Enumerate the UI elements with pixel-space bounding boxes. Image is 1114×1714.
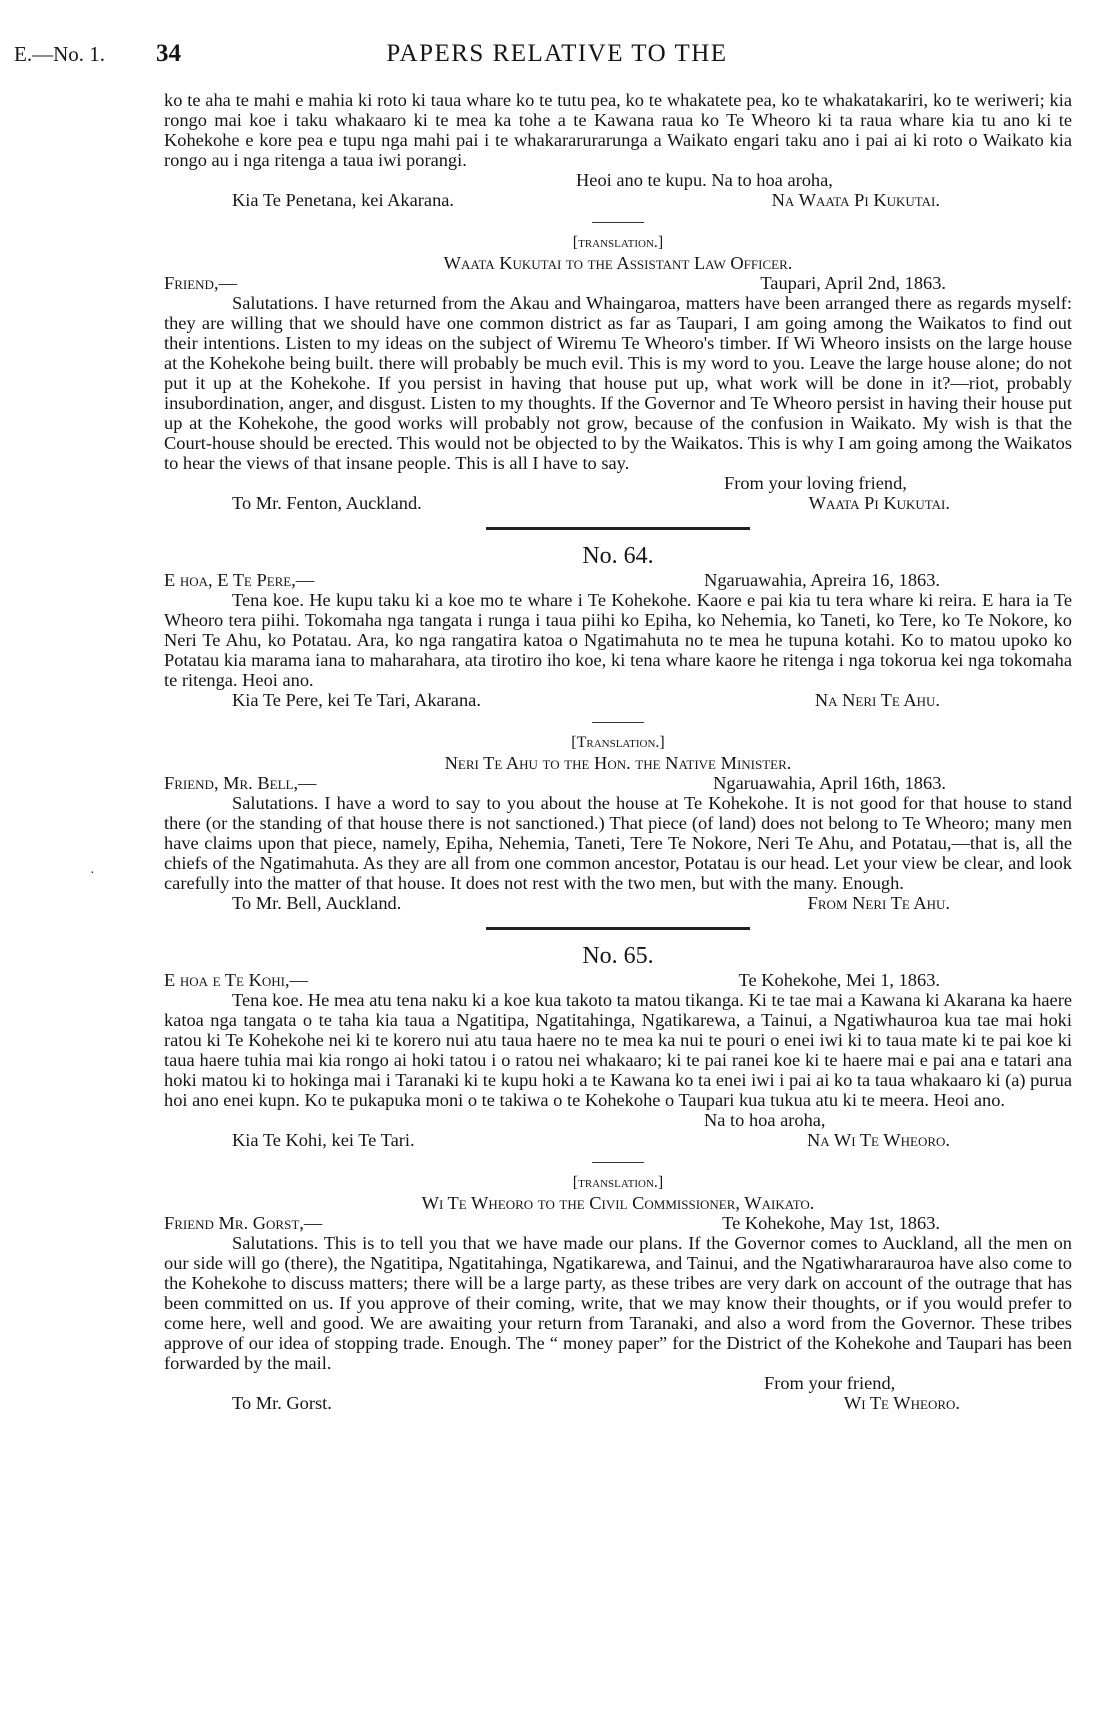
no65-body: Tena koe. He mea atu tena naku ki a koe kua takoto ta matou tikanga. Ki te tae mai a Kawana ki Akarana ka haere katoa nga tangata o te taha kia taua a Ngatitipa, Ngatitahinga, Ngatikarewa, a Tainui, a Ngatiwhauroa kua tae mai hoki ratou ki Te Kohekohe nei ki te korero nui atu taua haere no te mea ka nui te pouri o enei iwi ki to taua mate ki te pai koe ki taua haere tuhia mai kia rongo ai hoki tatou i o ratou nei whakaaro; ki te pai ranei koe ki te haere mai e pai ana e tatari ana hoki matou ki to hokinga mai i Taranaki ki te kupu hoki a te Kawana ko ta enei iwi i pai ai ko ta taua whakaaro ki (a) purua hoi ano enei kupn. Ko te pukapuka moni o te takiwa o te Kohekohe o Taupari kua tukua atu ki te meera. Heoi ano.	[164, 990, 1072, 1110]
section-rule	[486, 527, 750, 530]
no65-translation-closing-row	[164, 1373, 1072, 1393]
translation-closing-row	[164, 473, 1072, 493]
no65-translation-address: To Mr. Gorst.	[232, 1393, 332, 1413]
no65-translation-salutation-row	[164, 1213, 1072, 1233]
no65-translation-salutation: Friend Mr. Gorst,—	[164, 1213, 323, 1233]
no64-place-date: Ngaruawahia, Apreira 16, 1863.	[704, 570, 940, 590]
no65-translation-signature: Wi Te Wheoro.	[843, 1393, 960, 1413]
maori-letter-closing: Heoi ano te kupu. Na to hoa aroha,	[576, 170, 833, 190]
no64-translation-body: Salutations. I have a word to say to you about the house at Te Kohekohe. It is not good for that house to stand there (or the standing of that house there is not sanctioned.) That piece (of land) does not belong to Te Wheoro; many men have claims upon that piece, namely, Epiha, Nehemia, Taneti, Tere Te Nokore, Neri Te Ahu, and Potatau,—that is, all the chiefs of the Ngatimahuta. As they are all from one common ancestor, Potatau is our head. Let your view be clear, and look carefully into the matter of that house. It does not rest with the two men, but with the many. Enough.	[164, 793, 1072, 893]
translation-label: [Translation.]	[571, 734, 665, 751]
section-rule	[486, 927, 750, 930]
translation-salutation-row	[164, 273, 1072, 293]
translation-signoff-row	[164, 493, 1072, 513]
translation-heading: Wi Te Wheoro to the Civil Commissioner, Waikato.	[421, 1193, 815, 1213]
margin-mark: ·	[90, 866, 95, 881]
translation-label: [translation.]	[572, 234, 664, 251]
translation-body: Salutations. I have returned from the Akau and Whaingaroa, matters have been arranged there as regards myself: they are willing that we should have one common district as far as Taupari, I am going among the Waikatos to find out their intentions. Listen to my ideas on the subject of Wiremu Te Wheoro's timber. If Wi Wheoro insists on the large house at the Kohekohe being built. there will probably be much evil. This is my word to you. Leave the large house alone; do not put it up at the Kohekohe. If you persist in having that house put up, what work will be done in it?—riot, probably insubordination, anger, and disgust. Listen to my thoughts. If the Governor and Te Wheoro persist in having their house put up at the Kohekohe, the good works will probably not grow, because of the confusion in Waikato. My wish is that the Court-house should be erected. This would not be objected to by the Waikatos. This is why I am going among the Waikatos to hear the views of that insane people. This is all I have to say.	[164, 293, 1072, 473]
maori-letter-closing-row	[164, 170, 1072, 190]
no64-address: Kia Te Pere, kei Te Tari, Akarana.	[232, 690, 481, 710]
no65-translation-closing: From your friend,	[764, 1373, 896, 1393]
no65-translation-body: Salutations. This is to tell you that we have made our plans. If the Governor comes to Auckland, all the men on our side will go (there), the Ngatitipa, Ngatitahinga, Ngatikarewa, and Tainui, and the Ngatiwhararauroa have also come to the Kohekohe to discuss matters; there will be a large party, as these tribes are very dark on account of the outrage that has been committed on us. If you approve of their coming, write, that we may know their thoughts, or if you would prefer to come here, well and good. We are awaiting your return from Taranaki, and also a word from the Governor. These tribes approve of our idea of stopping trade. Enough. The “ money paper” for the District of the Kohekohe and Taupari has been forwarded by the mail.	[164, 1233, 1072, 1373]
no64-body: Tena koe. He kupu taku ki a koe mo te whare i Te Kohekohe. Kaore e pai kia tu tera whare ki reira. E hara ia Te Wheoro tera piihi. Tokomaha nga tangata i runga i taua piihi ko Epiha, ko Nehemia, ko Taneti, ko Tere, ko Te Nokore, ko Neri Te Ahu, ko Potatau. Ara, ko nga rangatira katoa o Ngatimahuta no te mea he tupuna kotahi. Ko to matou upoko ko Potatau kia marama iana to maharahara, ata tirotiro iho koe, ki tena whare kaore he ritenga i nga tokorua kei nga tokomaha te ritenga. Heoi ano.	[164, 590, 1072, 690]
no65-signoff-row	[164, 1130, 1072, 1150]
no65-signature: Na Wi Te Wheoro.	[806, 1130, 950, 1150]
short-separator	[592, 1162, 644, 1163]
no65-salutation: E hoa e Te Kohi,—	[164, 970, 308, 990]
no64-translation-salutation: Friend, Mr. Bell,—	[164, 773, 317, 793]
no64-salutation-row	[164, 570, 1072, 590]
page-number: 34	[156, 40, 181, 67]
no65-place-date: Te Kohekohe, Mei 1, 1863.	[738, 970, 940, 990]
maori-letter-address: Kia Te Penetana, kei Akarana.	[232, 190, 455, 210]
no65-translation-signoff-row	[164, 1393, 1072, 1413]
no65-closing-row	[164, 1110, 1072, 1130]
short-separator	[592, 222, 644, 223]
no65-translation-place-date: Te Kohekohe, May 1st, 1863.	[722, 1213, 940, 1233]
letter-number: No. 65.	[582, 943, 654, 969]
translation-label: [translation.]	[572, 1174, 664, 1191]
translation-salutation: Friend,—	[164, 273, 237, 293]
no65-salutation-row	[164, 970, 1072, 990]
no64-signoff-row	[164, 690, 1072, 710]
running-title: PAPERS RELATIVE TO THE	[386, 40, 728, 67]
maori-letter-body: ko te aha te mahi e mahia ki roto ki taua whare ko te tutu pea, ko te whakatete pea, ko te whakatakariri, ko te weriweri; kia rongo mai koe i taku whakaaro ki te mea ka tohe a te Kawana raua ko Te Wheoro ki ta raua whare kia tu ano ki te Kohekohe e kore pea e tupu nga mahi pai i te whakararurarunga a Waikato engari taku ano i pai ai ki roto o Waikato kia rongo au i nga ritenga a taua iwi porangi.	[164, 90, 1072, 170]
no64-signature: Na Neri Te Ahu.	[814, 690, 940, 710]
no64-translation-salutation-row	[164, 773, 1072, 793]
translation-closing: From your loving friend,	[724, 473, 907, 493]
maori-letter-signoff-row	[164, 190, 1072, 210]
letter-number: No. 64.	[582, 543, 654, 569]
text-column	[164, 90, 1072, 1413]
translation-heading: Waata Kukutai to the Assistant Law Officer.	[443, 253, 793, 273]
translation-place-date: Taupari, April 2nd, 1863.	[760, 273, 946, 293]
no64-translation-signature: From Neri Te Ahu.	[807, 893, 950, 913]
short-separator	[592, 722, 644, 723]
no64-salutation: E hoa, E Te Pere,—	[164, 570, 315, 590]
no65-closing: Na to hoa aroha,	[704, 1110, 826, 1130]
translation-signature: Waata Pi Kukutai.	[808, 493, 950, 513]
translation-address: To Mr. Fenton, Auckland.	[232, 493, 422, 513]
translation-heading: Neri Te Ahu to the Hon. the Native Minister.	[444, 753, 792, 773]
no64-translation-place-date: Ngaruawahia, April 16th, 1863.	[713, 773, 946, 793]
maori-letter-signature: Na Waata Pi Kukutai.	[771, 190, 940, 210]
page-header	[0, 40, 1114, 74]
no64-translation-address: To Mr. Bell, Auckland.	[232, 893, 402, 913]
no65-address: Kia Te Kohi, kei Te Tari.	[232, 1130, 415, 1150]
document-code: E.—No. 1.	[14, 42, 105, 66]
no64-translation-signoff-row	[164, 893, 1072, 913]
